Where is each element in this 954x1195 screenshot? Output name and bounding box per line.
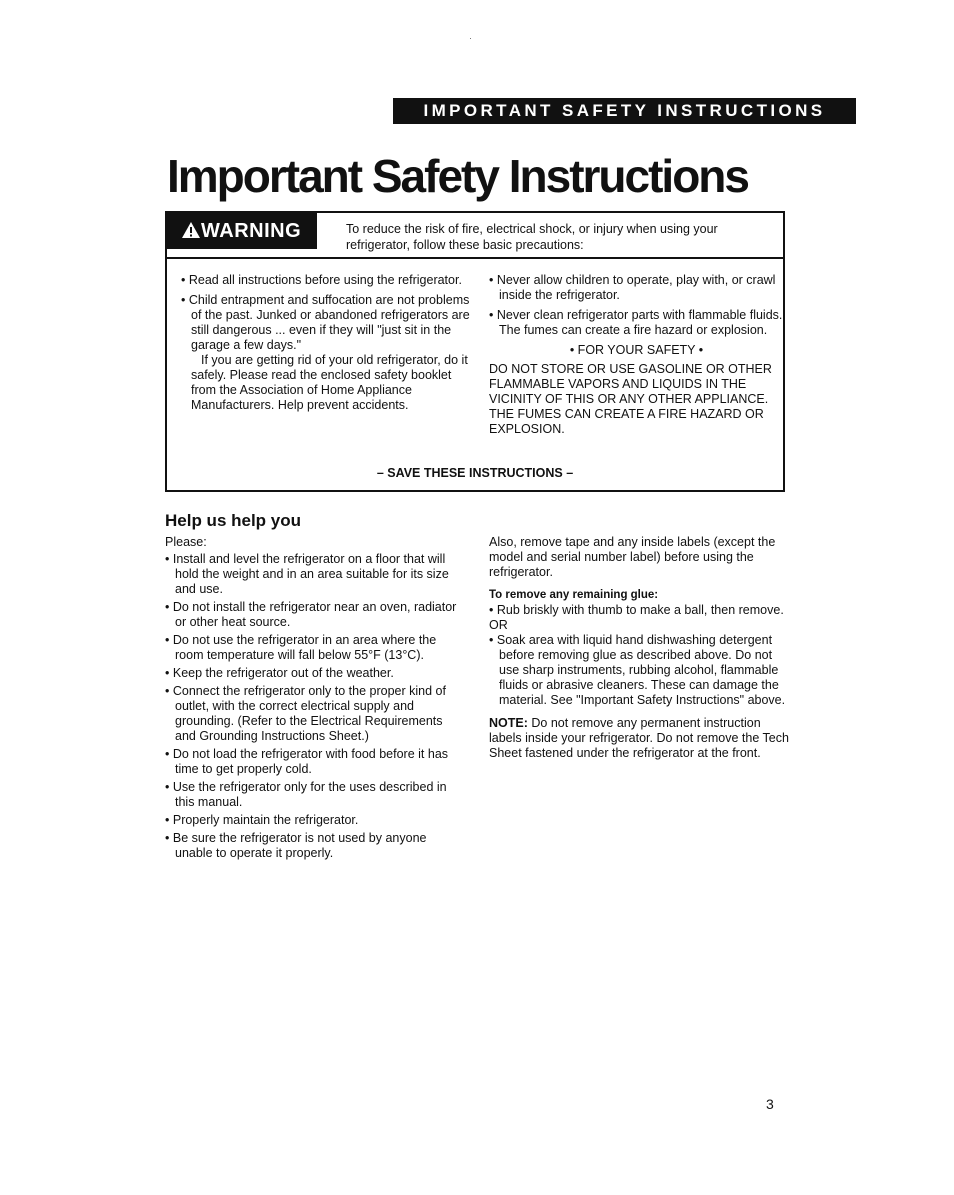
remove-labels-paragraph: Also, remove tape and any inside labels (except the model and serial number label) before using the refrigerator. — [489, 535, 776, 579]
list-item: • Do not use the refrigerator in an area where the room temperature will fall below 55°F (13°C). — [165, 633, 437, 662]
list-item: • Install and level the refrigerator on a floor that will hold the weight and in an area suitable for its size and use. — [165, 552, 449, 596]
warning-item: • Never allow children to operate, play with, or crawl inside the refrigerator. — [489, 273, 776, 302]
flammable-warning: DO NOT STORE OR USE GASOLINE OR OTHER FLAMMABLE VAPORS AND LIQUIDS IN THE VICINITY OF THIS OR ANY OTHER APPLIANCE. THE FUMES CAN CREATE A FIRE HAZARD OR EXPLOSION. — [489, 362, 772, 436]
warning-item: • Child entrapment and suffocation are not problems of the past. Junked or abandoned refrigerators are still dangerous ... even if they will "just sit in the garage a few days." — [181, 293, 470, 352]
page-title: Important Safety Instructions — [167, 150, 748, 202]
list-item: • Do not install the refrigerator near an oven, radiator or other heat source. — [165, 600, 457, 629]
note-label: NOTE: — [489, 716, 528, 730]
warning-paragraph: If you are getting rid of your old refrigerator, do it safely. Please read the enclosed safety booklet from the Association of Home Appliance Manufacturers. Help prevent accidents. — [191, 353, 468, 412]
stray-mark — [470, 38, 471, 39]
warning-right-column — [489, 273, 784, 437]
right-column — [489, 535, 789, 761]
list-item: • Soak area with liquid hand dishwashing detergent before removing glue as described above. Do not use sharp instruments, rubbing alcohol, flammable fluids or abrasive cleaners. These can damage the material. See "Important Safety Instructions" above. — [489, 633, 786, 707]
please-label: Please: — [165, 535, 207, 549]
list-item: • Keep the refrigerator out of the weather. — [165, 666, 394, 680]
for-your-safety: • FOR YOUR SAFETY • — [569, 343, 704, 357]
or-label: OR — [489, 618, 508, 632]
warning-left-column — [181, 273, 471, 413]
note-paragraph: NOTE: Do not remove any permanent instruction labels inside your refrigerator. Do not remove the Tech Sheet fastened under the refrigerator at the front. — [489, 716, 789, 760]
list-item: • Rub briskly with thumb to make a ball, then remove. — [489, 603, 784, 617]
warning-badge — [167, 213, 317, 249]
warning-item: • Read all instructions before using the refrigerator. — [181, 273, 462, 287]
save-instructions: – SAVE THESE INSTRUCTIONS – — [376, 466, 574, 480]
warning-triangle-icon — [181, 221, 201, 239]
help-heading: Help us help you — [165, 511, 302, 530]
warning-item: • Never clean refrigerator parts with flammable fluids. The fumes can create a fire hazard or explosion. — [489, 308, 783, 337]
warning-divider — [167, 257, 783, 259]
page-number: 3 — [766, 1096, 774, 1112]
list-item: • Do not load the refrigerator with food before it has time to get properly cold. — [165, 747, 449, 776]
list-item: • Use the refrigerator only for the uses described in this manual. — [165, 780, 447, 809]
warning-label: WARNING — [201, 220, 302, 242]
section-banner: IMPORTANT SAFETY INSTRUCTIONS — [393, 98, 856, 124]
list-item: • Connect the refrigerator only to the proper kind of outlet, with the correct electrical supply and grounding. (Refer to the Electrical Requirements and Grounding Instructions Sheet.) — [165, 684, 446, 743]
warning-box — [165, 211, 785, 492]
list-item: • Properly maintain the refrigerator. — [165, 813, 359, 827]
warning-intro: To reduce the risk of fire, electrical shock, or injury when using your refrigerator, follow these basic precautions: — [346, 222, 718, 252]
list-item: • Be sure the refrigerator is not used by anyone unable to operate it properly. — [165, 831, 427, 860]
help-list — [165, 552, 465, 864]
glue-heading: To remove any remaining glue: — [489, 589, 659, 601]
